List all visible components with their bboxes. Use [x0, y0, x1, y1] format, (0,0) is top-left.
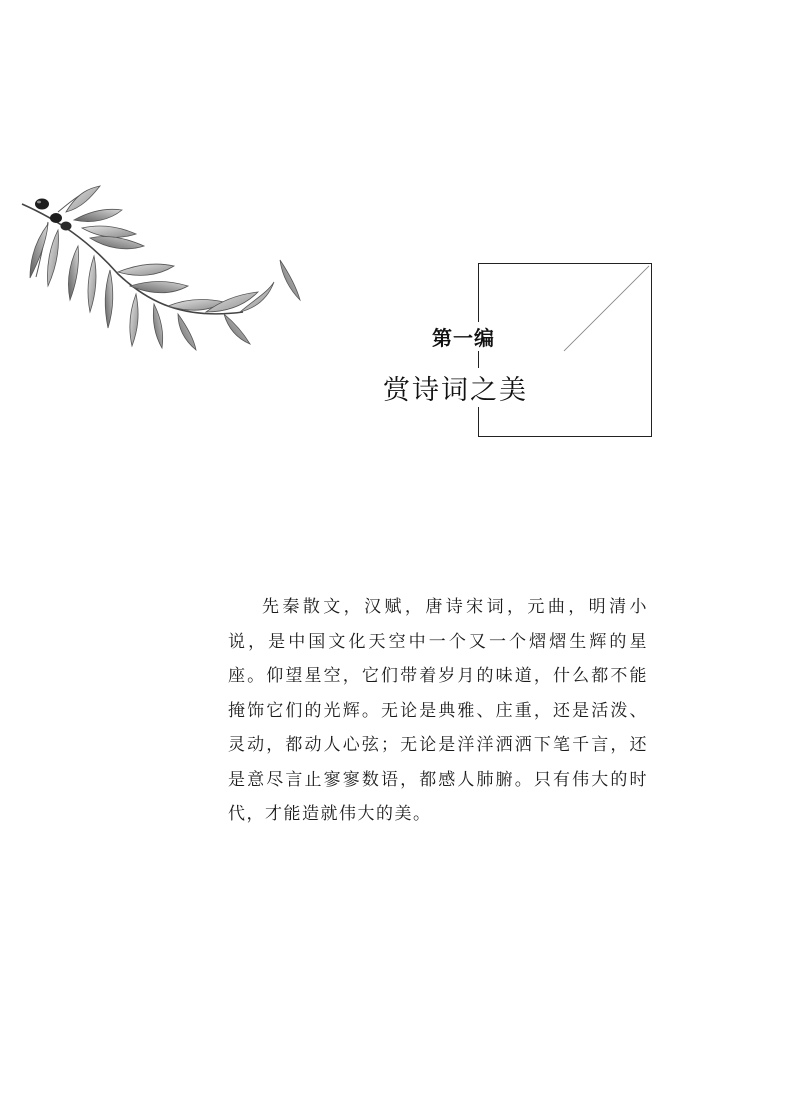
intro-paragraph: 先秦散文，汉赋，唐诗宋词，元曲，明清小说，是中国文化天空中一个又一个熠熠生辉的星座。仰望星空，它们带着岁月的味道，什么都不能掩饰它们的光辉。无论是典雅、庄重，还是活泼、灵动，都动人心弦；无论是洋洋洒洒下笔千言，还是意尽言止寥寥数语，都感人肺腑。只有伟大的时代，才能造就伟大的美。: [228, 597, 648, 824]
part-label: 第一编: [430, 322, 497, 351]
frame-diagonal-line: [479, 264, 651, 436]
olive-branch-icon: [18, 182, 318, 352]
title-frame: [478, 263, 652, 437]
part-title: 赏诗词之美: [380, 368, 531, 407]
